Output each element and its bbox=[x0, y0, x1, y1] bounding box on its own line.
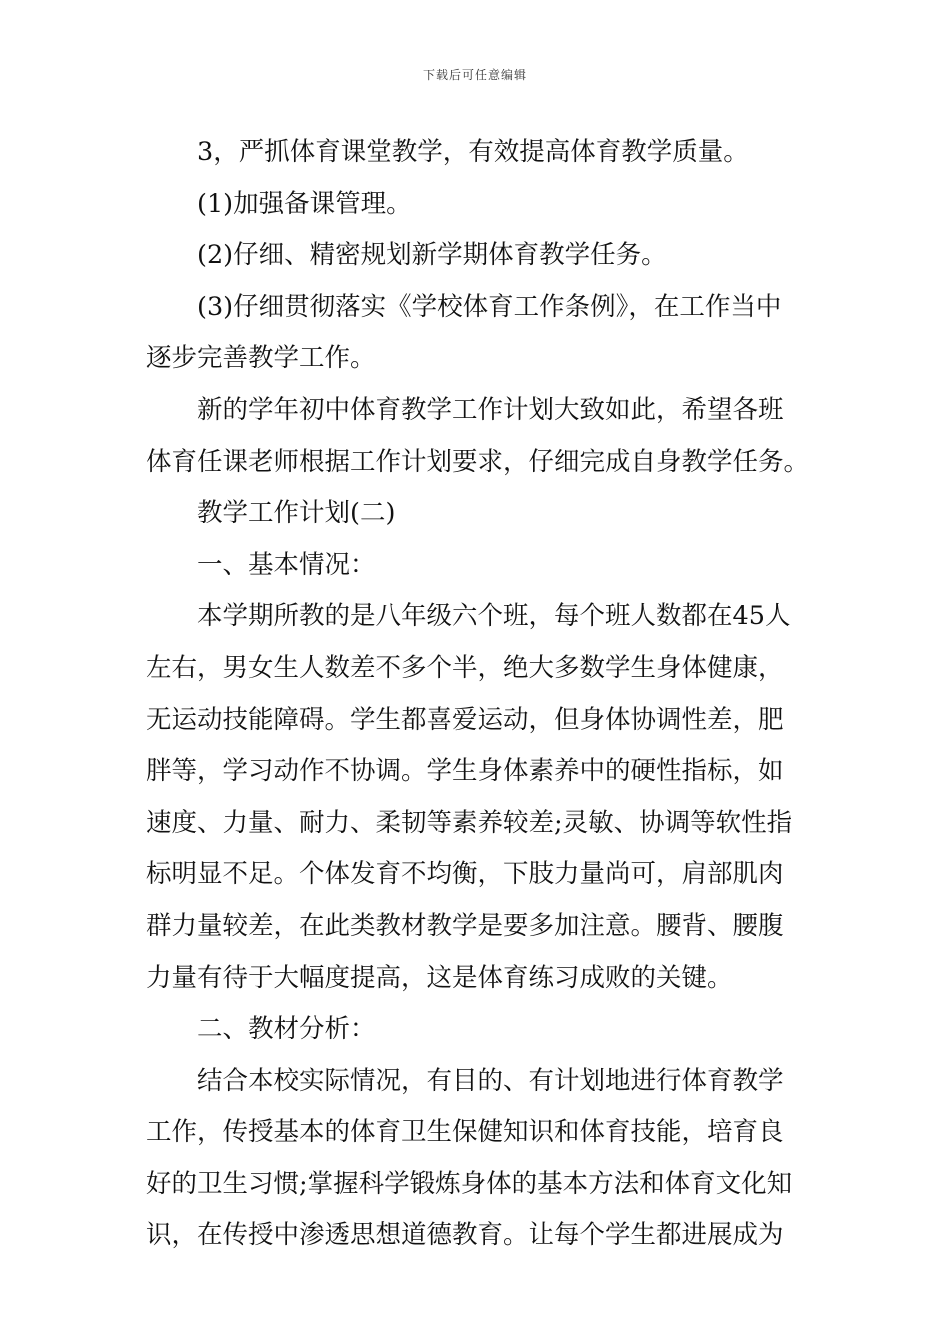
text-line: 二、教材分析： bbox=[197, 1014, 376, 1045]
text-line: 结合本校实际情况，有目的、有计划地进行体育教学 bbox=[197, 1065, 784, 1096]
paragraph bbox=[146, 540, 810, 592]
text-line: 体育任课老师根据工作计划要求，仔细完成自身教学任务。 bbox=[146, 446, 810, 477]
paragraph bbox=[146, 591, 810, 1004]
header-note: 下载后可任意编辑 bbox=[422, 68, 527, 82]
text-line: 本学期所教的是八年级六个班，每个班人数都在45人 bbox=[197, 601, 791, 632]
text-line: 左右，男女生人数差不多个半，绝大多数学生身体健康， bbox=[146, 652, 784, 683]
paragraph bbox=[146, 230, 810, 282]
paragraph bbox=[146, 1056, 810, 1262]
paragraph bbox=[146, 1004, 810, 1056]
text-line: 好的卫生习惯;掌握科学锻炼身体的基本方法和体育文化知 bbox=[146, 1168, 793, 1199]
text-line: 教学工作计划(二) bbox=[197, 498, 396, 529]
paragraph bbox=[146, 127, 810, 179]
text-line: 3，严抓体育课堂教学，有效提高体育教学质量。 bbox=[197, 137, 749, 167]
text-line: 无运动技能障碍。学生都喜爱运动，但身体协调性差，肥 bbox=[146, 704, 784, 735]
paragraph bbox=[146, 385, 810, 488]
text-line: 速度、力量、耐力、柔韧等素养较差;灵敏、协调等软性指 bbox=[146, 807, 793, 838]
text-line: (1)加强备课管理。 bbox=[197, 188, 412, 219]
document-body bbox=[146, 127, 810, 1262]
text-line: (2)仔细、精密规划新学期体育教学任务。 bbox=[197, 240, 667, 271]
paragraph bbox=[146, 488, 810, 540]
text-line: 群力量较差，在此类教材教学是要多加注意。腰背、腰腹 bbox=[146, 910, 784, 941]
paragraph bbox=[146, 179, 810, 231]
text-line: 一、基本情况： bbox=[197, 549, 376, 580]
text-line: 新的学年初中体育教学工作计划大致如此，希望各班 bbox=[197, 394, 784, 425]
text-line: 胖等，学习动作不协调。学生身体素养中的硬性指标，如 bbox=[146, 756, 784, 787]
text-line: 识，在传授中渗透思想道德教育。让每个学生都进展成为 bbox=[146, 1220, 784, 1251]
text-line: (3)仔细贯彻落实《学校体育工作条例》，在工作当中 bbox=[197, 291, 782, 322]
paragraph bbox=[146, 282, 810, 385]
text-line: 工作，传授基本的体育卫生保健知识和体育技能，培育良 bbox=[146, 1117, 784, 1148]
text-line: 力量有待于大幅度提高，这是体育练习成败的关键。 bbox=[146, 962, 733, 993]
text-line: 标明显不足。个体发育不均衡，下肢力量尚可，肩部肌肉 bbox=[146, 859, 784, 890]
text-line: 逐步完善教学工作。 bbox=[146, 343, 376, 374]
